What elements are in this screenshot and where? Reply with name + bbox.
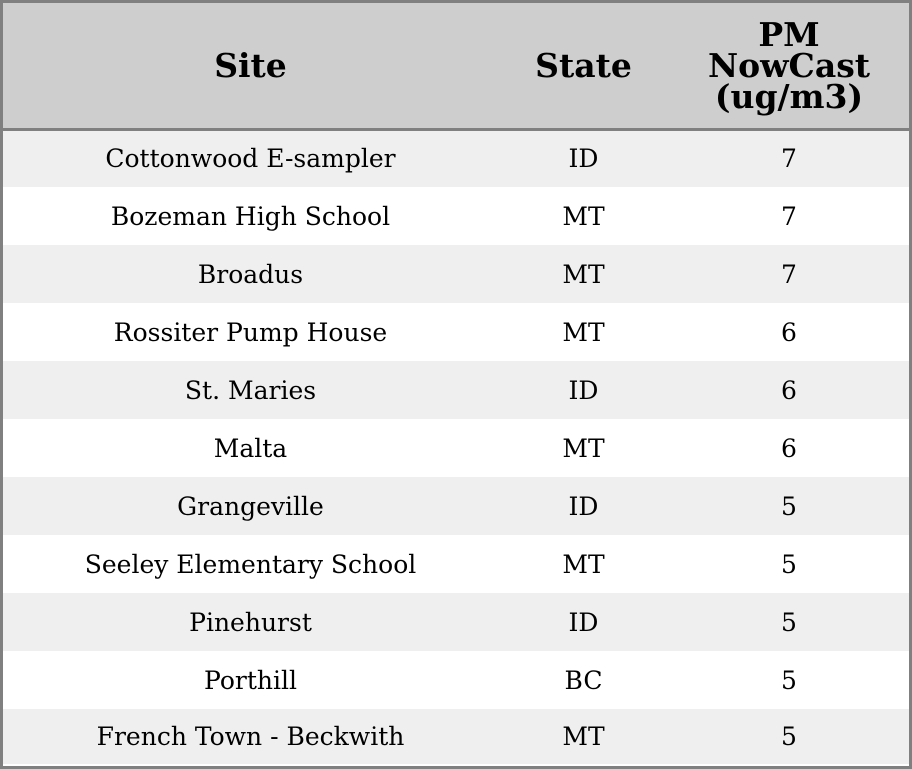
cell-pm-nowcast: 6 [781, 317, 797, 347]
cell-state: BC [564, 665, 603, 695]
cell-pm-nowcast: 7 [781, 259, 797, 289]
cell-state: MT [562, 722, 605, 751]
column-header-pm-nowcast [669, 3, 909, 129]
table-body [3, 129, 909, 764]
cell-pm-nowcast: 7 [781, 201, 797, 231]
cell-state: MT [562, 259, 605, 289]
table-row [3, 361, 909, 419]
cell-pm-nowcast: 5 [781, 722, 797, 751]
cell-site: Bozeman High School [110, 201, 391, 231]
cell-state: MT [562, 433, 605, 463]
cell-site: Porthill [204, 665, 297, 695]
table-row [3, 535, 909, 593]
column-header-pm-nowcast-text: PM NowCast (ug/m3) [707, 14, 871, 116]
cell-pm-nowcast: 6 [781, 375, 797, 405]
column-header-site: Site [3, 3, 498, 129]
cell-state: MT [562, 317, 605, 347]
cell-site: St. Maries [184, 375, 317, 405]
table-row [3, 187, 909, 245]
cell-pm-nowcast: 5 [781, 491, 797, 521]
cell-state: MT [562, 549, 605, 579]
column-header-state: State [498, 3, 669, 129]
cell-pm-nowcast: 7 [781, 144, 797, 174]
cell-site: Seeley Elementary School [84, 549, 417, 579]
cell-site: Broadus [197, 259, 304, 289]
table-header [3, 3, 909, 129]
cell-state: ID [568, 491, 599, 521]
table-row [3, 303, 909, 361]
cell-pm-nowcast: 6 [781, 433, 797, 463]
table-row [3, 651, 909, 709]
cell-pm-nowcast: 5 [781, 607, 797, 637]
table-row [3, 593, 909, 651]
table-row [3, 709, 909, 764]
table-row [3, 129, 909, 187]
cell-site: Grangeville [177, 491, 324, 521]
cell-site: Malta [213, 433, 288, 463]
cell-site: Cottonwood E-sampler [105, 144, 396, 174]
cell-pm-nowcast: 5 [781, 549, 797, 579]
table-row [3, 477, 909, 535]
cell-site: French Town - Beckwith [96, 722, 405, 751]
cell-state: ID [568, 607, 599, 637]
cell-site: Pinehurst [189, 607, 312, 637]
pm-nowcast-table [3, 3, 909, 764]
table-row [3, 245, 909, 303]
cell-state: ID [568, 375, 599, 405]
cell-pm-nowcast: 5 [781, 665, 797, 695]
cell-site: Rossiter Pump House [113, 317, 388, 347]
table-row [3, 419, 909, 477]
header-row [3, 3, 909, 129]
cell-state: ID [568, 144, 599, 174]
cell-state: MT [562, 201, 605, 231]
